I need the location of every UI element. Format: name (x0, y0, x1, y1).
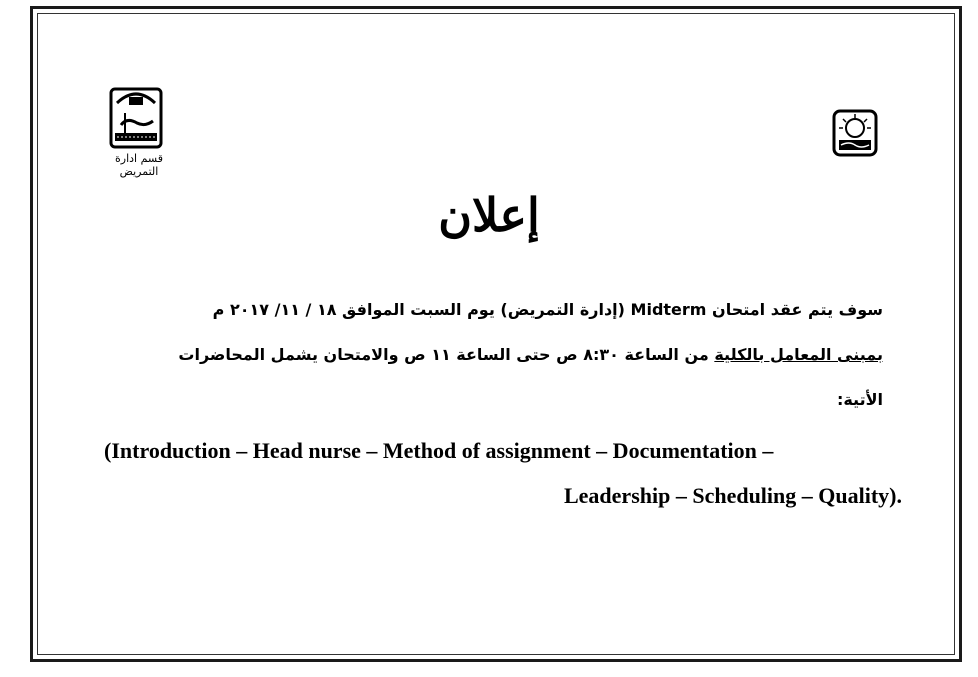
university-logo (831, 108, 879, 158)
exam-time-text: من الساعة ٨:٣٠ ص حتى الساعة ١١ ص والامتحان يشمل المحاضرات (178, 345, 715, 364)
topics-line-2: Leadership – Scheduling – Quality). (563, 483, 902, 508)
exam-announcement-line-2 (93, 343, 883, 367)
inner-border (37, 13, 955, 655)
nursing-department-logo (107, 83, 165, 149)
topics-line-1: (Introduction – Head nurse – Method of assignment – Documentation – (104, 438, 774, 463)
department-caption: قسم ادارة التمريض (115, 152, 163, 178)
venue-text: بمبنى المعامل بالكلية (714, 345, 883, 364)
announcement-title: إعلان (438, 188, 540, 242)
exam-announcement-line-1: سوف يتم عقد امتحان Midterm (إدارة التمريض) يوم السبت الموافق ١٨ / ١١/ ٢٠١٧ م (212, 300, 883, 319)
exam-announcement-line-3: الأتية: (836, 390, 883, 409)
